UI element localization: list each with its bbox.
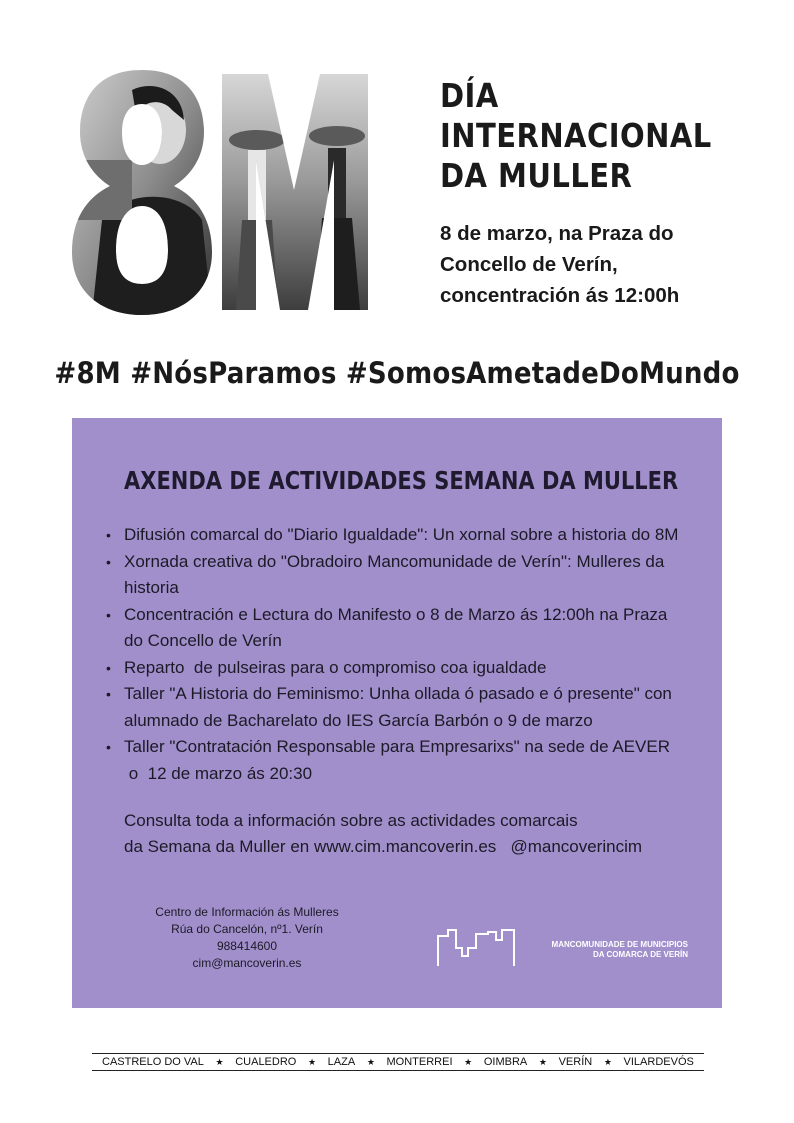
details-line: Concello de Verín, <box>440 253 618 276</box>
bullet-icon: • <box>106 553 111 570</box>
bullet-icon: • <box>106 739 111 755</box>
bullet-icon: • <box>106 606 111 623</box>
list-item: • Difusión comarcal do "Diario Igualdade": Un xornal sobre a historia do 8M <box>102 522 712 549</box>
bullet-icon: • <box>106 527 111 543</box>
contact-phone: 988414600 <box>216 939 278 953</box>
star-icon: ★ <box>307 1056 317 1067</box>
agenda-title: AXENDA DE ACTIVIDADES SEMANA DA MULLER <box>124 466 679 495</box>
list-item: • Xornada creativa do "Obradoiro Mancomunidade de Verín": Mulleres da historia <box>102 549 712 602</box>
hashtags: #8M #NósParamos #SomosAmetadeDoMundo <box>54 356 740 390</box>
bullet-icon: • <box>106 659 111 676</box>
footer-municipalities <box>92 1053 704 1071</box>
mancomunidade-logo <box>436 926 696 976</box>
agenda-panel <box>72 418 722 1008</box>
town-name: VERÍN <box>558 1056 593 1068</box>
list-item: • Taller "A Historia do Feminismo: Unha ollada ó pasado e ó presente" con alumnado de Bacharelato do IES García Barbón o 9 de marzo <box>102 681 712 734</box>
title-line: INTERNACIONAL <box>440 116 712 155</box>
town-name: CUALEDRO <box>235 1056 297 1068</box>
list-item: • Reparto de pulseiras para o compromiso coa igualdade <box>102 655 712 682</box>
details-line: 8 de marzo, na Praza do <box>440 222 674 245</box>
contact-email: cim@mancoverin.es <box>192 956 302 970</box>
town-skyline-icon <box>436 926 518 976</box>
star-icon: ★ <box>538 1056 547 1067</box>
eight-photo <box>72 70 212 315</box>
contact-line: Rúa do Cancelón, nº1. Verín <box>171 922 323 936</box>
contact-line: Centro de Información ás Mulleres <box>155 905 339 919</box>
m-photo <box>222 70 372 315</box>
agenda-list <box>102 522 712 787</box>
town-name: VILARDEVÓS <box>623 1056 694 1068</box>
town-name: OIMBRA <box>483 1056 528 1068</box>
list-item: • Taller "Contratación Responsable para Empresarixs" na sede de AEVER o 12 de marzo ás 20:30 <box>102 734 712 787</box>
title-line: DA MULLER <box>440 156 633 195</box>
event-title <box>440 76 760 196</box>
big-8m-photo-lettering <box>72 70 422 315</box>
details-line: concentración ás 12:00h <box>440 284 680 307</box>
star-icon: ★ <box>603 1056 612 1067</box>
town-name: MONTERREI <box>386 1056 453 1068</box>
contact-block <box>132 904 362 972</box>
list-item: • Concentración e Lectura do Manifesto o 8 de Marzo ás 12:00h na Praza do Concello de Verín <box>102 602 712 655</box>
star-icon: ★ <box>464 1056 473 1067</box>
info-note: Consulta toda a información sobre as actividades comarcais da Semana da Muller en www.cim.mancoverin.es @mancoverincim <box>124 811 643 856</box>
event-details <box>440 218 760 311</box>
star-icon: ★ <box>366 1056 375 1067</box>
town-name: CASTRELO DO VAL <box>102 1056 204 1068</box>
title-line: DÍA <box>440 76 499 115</box>
star-icon: ★ <box>215 1056 224 1067</box>
logo-text: MANCOMUNIDADE DE MUNICIPIOS DA COMARCA DE VERÍN <box>551 940 688 959</box>
town-name: LAZA <box>327 1056 356 1068</box>
bullet-icon: • <box>106 686 111 702</box>
